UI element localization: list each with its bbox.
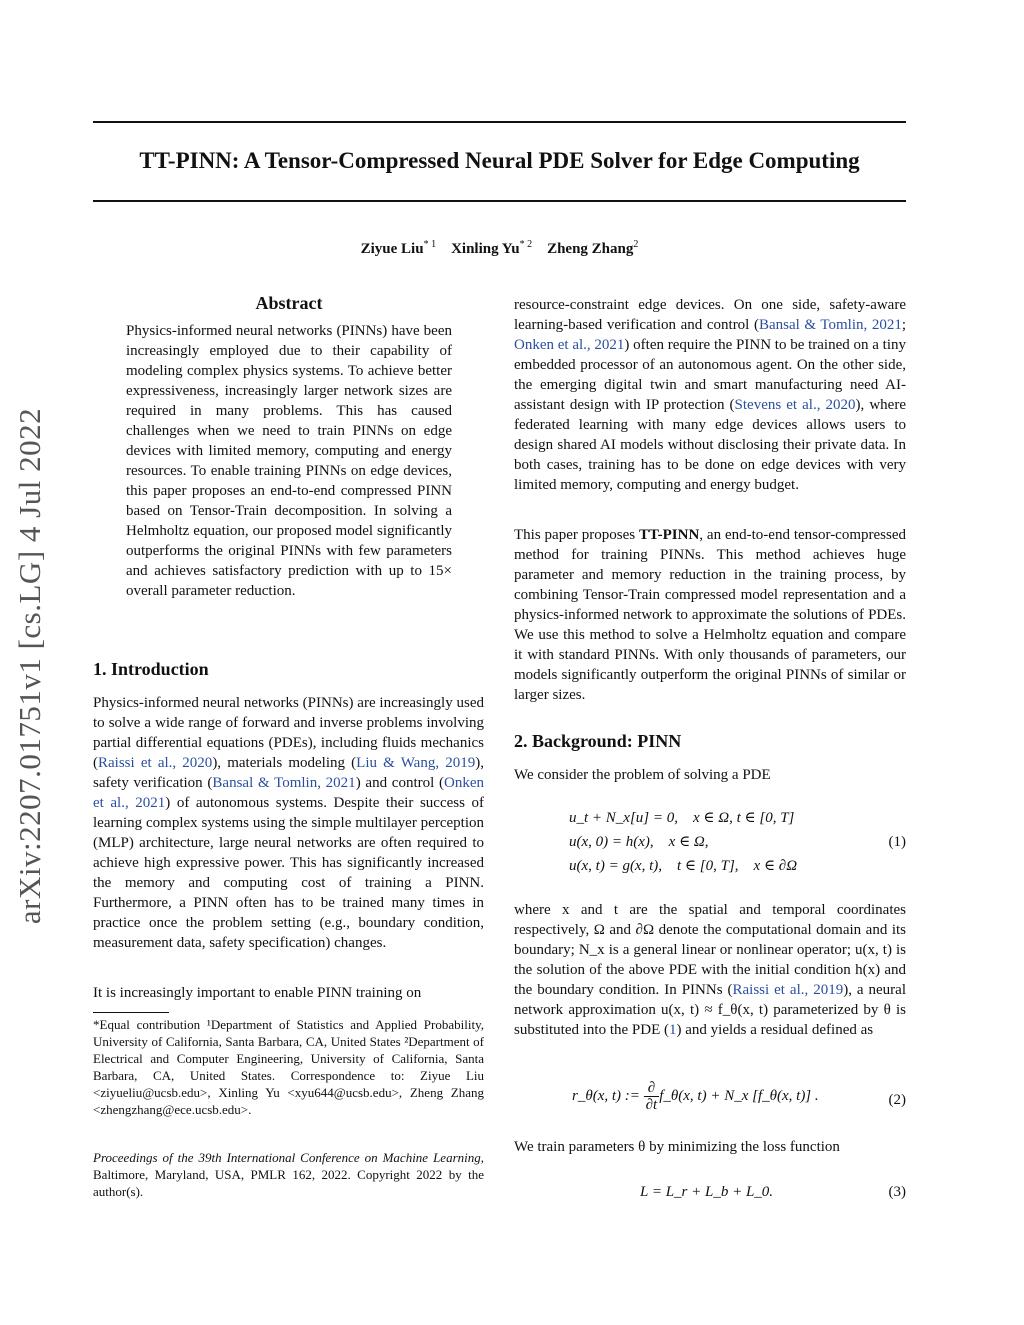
abstract-heading: Abstract [255, 293, 323, 313]
equation-3-expression: L = L_r + L_b + L_0. [640, 1184, 774, 1200]
text-run: ) often require the PINN to be trained on a tiny embedded processor of an autonomous agent. On the other side, the emerging digital twin and smart manufacturing need AI-assistant design with IP protection ( [514, 337, 906, 413]
text-run: ), a neural network approximation u(x, t) ≈ f_θ(x, t) parameterized by θ is substituted into the PDE ( [514, 982, 906, 1038]
equation-2-expression [572, 1080, 819, 1113]
citation-link[interactable]: Raissi et al., 2020 [98, 755, 213, 771]
proceedings-note [93, 1149, 484, 1200]
text-run: ) of autonomous systems. Despite their success of learning complex systems using the simple multilayer perception (MLP) architecture, large neural networks are often required to achieve high expressive power. This has significantly increased the memory and computing cost of training a PINN. Furthermore, a PINN often has to be trained many times in practice once the problem setting (e.g., boundary condition, measurement data, safety specification) changes. [93, 795, 484, 951]
method-name: TT-PINN [638, 527, 700, 543]
loss-sentence: We train parameters θ by minimizing the loss function [514, 1139, 840, 1155]
proceedings-venue: Proceedings of the 39th International Conference on Machine Learning [93, 1150, 481, 1165]
section-heading-background: 2. Background: PINN [514, 731, 682, 751]
proceedings-details: , Baltimore, Maryland, USA, PMLR 162, 2022. Copyright 2022 by the author(s). [93, 1150, 484, 1199]
text-run: ) and control ( [355, 775, 445, 791]
equation-2 [514, 1080, 906, 1120]
title-bottom-rule [93, 200, 906, 202]
equation-1-line-1: u_t + N_x[u] = 0, x ∈ Ω, t ∈ [0, T] [569, 810, 795, 826]
text-run: where x and t are the spatial and temporal coordinates respectively, Ω and ∂Ω denote the computational domain and its boundary; N_x is a general linear or nonlinear operator; u(x, t) is the solution of the above PDE with the initial condition h(x) and the boundary condition. In PINNs ( [514, 902, 906, 998]
equation-number: (1) [888, 834, 906, 850]
text-run: Physics-informed neural networks (PINNs) are increasingly used to solve a wide range of forward and inverse problems involving partial differential equations (PDEs), including fluids mechanics ( [93, 695, 484, 771]
fraction-denominator: ∂t [645, 1097, 658, 1113]
intro-paragraph-1 [93, 693, 484, 953]
footnote-affiliations: *Equal contribution ¹Department of Statistics and Applied Probability, University of California, Santa Barbara, CA, United States ²Department of Electrical and Computer Engineering, University of California, Santa Barbara, CA, United States. Correspondence to: Ziyue Liu <ziyueliu@ucsb.edu>, Xinling Yu <xyu644@ucsb.edu>, Zheng Zhang <zhengzhang@ece.ucsb.edu>. [93, 1017, 484, 1117]
abstract-text: Physics-informed neural networks (PINNs) have been increasingly employed due to their capability of modeling complex physics systems. To achieve better expressiveness, increasingly larger network sizes are required in many problems. This has caused challenges when we need to train PINNs on edge devices with limited memory, computing and energy resources. To enable training PINNs on edge devices, this paper proposes an end-to-end compressed PINN based on Tensor-Train decomposition. In solving a Helmholtz equation, our proposed model significantly outperforms the original PINNs with few parameters and achieves satisfactory prediction with up to 15× overall parameter reduction. [126, 323, 452, 599]
text-run: , an end-to-end tensor-compressed method for training PINNs. This method achieves huge parameter and memory reduction in the training process, by combining Tensor-Train compressed model representation and a physics-informed network to approximate the solutions of PDEs. We use this method to solve a Helmholtz equation and compare it with standard PINNs. With only thousands of parameters, our models significantly outperform the original PINNs of similar or larger sizes. [514, 527, 906, 703]
paper-title: TT-PINN: A Tensor-Compressed Neural PDE Solver for Edge Computing [139, 148, 860, 173]
text-run: ), safety verification ( [93, 755, 484, 791]
text-run: ), materials modeling ( [212, 755, 357, 771]
fraction-numerator: ∂ [644, 1080, 660, 1097]
text-run: resource-constraint edge devices. On one side, safety-aware learning-based verification and control ( [514, 297, 906, 333]
author-affiliation-mark: * 2 [519, 239, 533, 250]
text-run: ), where federated learning with many edge devices allows users to design shared AI models without disclosing their private data. In both cases, training has to be done on edge devices with very limited memory, computing and energy budget. [514, 397, 906, 493]
author-list [93, 234, 906, 260]
equation-2-rhs: f_θ(x, t) + N_x [f_θ(x, t)] . [659, 1087, 819, 1104]
citation-link[interactable]: Onken et al., 2021 [93, 775, 485, 811]
equation-1-line-2: u(x, 0) = h(x), x ∈ Ω, [569, 834, 709, 850]
intro-paragraph-2-start: It is increasingly important to enable PINN training on [93, 985, 422, 1001]
author-name: Zheng Zhang [547, 241, 634, 257]
equation-number: (2) [888, 1092, 906, 1108]
citation-link[interactable]: Bansal & Tomlin, 2021 [212, 775, 356, 791]
equation-3 [514, 1180, 906, 1204]
text-run: ; [901, 317, 906, 333]
intro-paragraph-3 [514, 525, 906, 705]
citation-link[interactable]: Stevens et al., 2020 [734, 397, 856, 413]
author-name: Ziyue Liu [360, 241, 424, 257]
author-affiliation-mark: * 1 [423, 239, 437, 250]
footnote-rule [93, 1012, 169, 1013]
author-name: Xinling Yu [451, 241, 520, 257]
equation-reference-link[interactable]: 1 [669, 1022, 677, 1038]
background-paragraph [514, 900, 906, 1040]
equation-number: (3) [888, 1184, 906, 1200]
section-heading-introduction: 1. Introduction [93, 659, 209, 679]
intro-paragraph-2-continued [514, 295, 906, 495]
equation-1 [514, 806, 906, 880]
equation-1-line-3: u(x, t) = g(x, t), t ∈ [0, T], x ∈ ∂Ω [569, 858, 798, 874]
partial-derivative-fraction [644, 1080, 660, 1113]
citation-link[interactable]: Onken et al., 2021 [514, 337, 625, 353]
arxiv-sidebar-stamp: arXiv:2207.01751v1 [cs.LG] 4 Jul 2022 [12, 407, 47, 925]
text-run: This paper proposes [514, 527, 639, 543]
background-intro: We consider the problem of solving a PDE [514, 767, 771, 783]
equation-2-lhs: r_θ(x, t) := [572, 1087, 644, 1104]
citation-link[interactable]: Raissi et al., 2019 [732, 982, 844, 998]
text-run: ) and yields a residual defined as [676, 1022, 874, 1038]
author-affiliation-mark: 2 [633, 239, 639, 250]
citation-link[interactable]: Bansal & Tomlin, 2021 [758, 317, 902, 333]
citation-link[interactable]: Liu & Wang, 2019 [356, 755, 476, 771]
title-top-rule [93, 121, 906, 123]
